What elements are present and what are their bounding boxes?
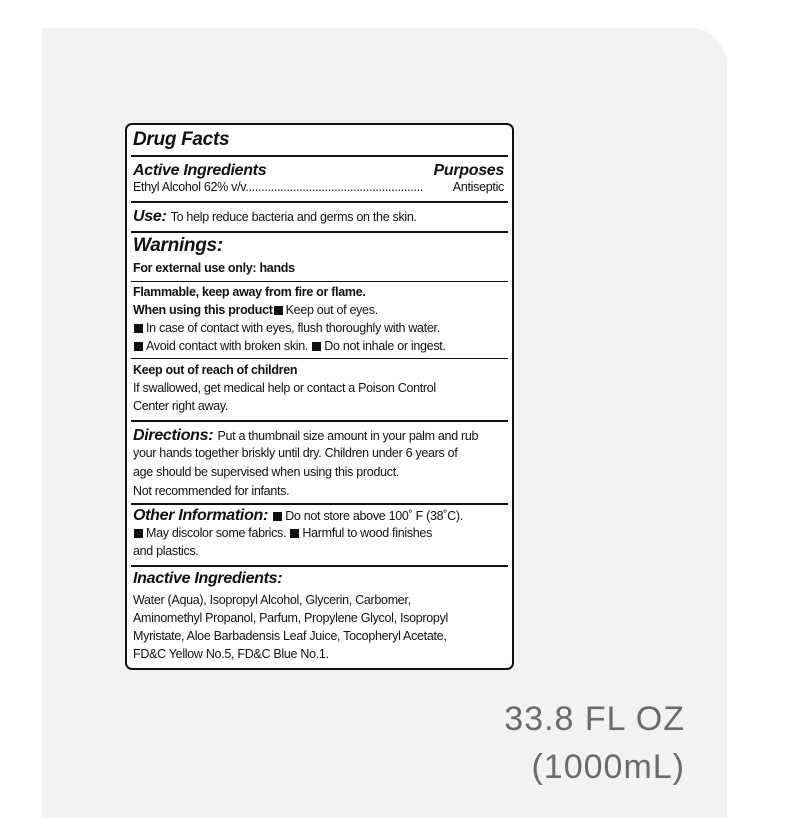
other-info-rule [131,565,508,567]
flammable-warning: Flammable, keep away from fire or flame. [133,285,366,299]
bullet-square-icon [134,324,143,333]
when-using-item-3: Avoid contact with broken skin. [146,339,309,353]
title-rule [131,155,508,157]
bullet-square-icon [134,342,143,351]
inactive-line-3: Myristate, Aloe Barbadensis Leaf Juice, Tocopheryl Acetate, [133,629,447,643]
directions-line-3: age should be supervised when using this product. [133,465,400,479]
when-using-item-4: Do not inhale or ingest. [324,339,446,353]
bullet-square-icon [274,306,283,315]
bullet-square-icon [312,342,321,351]
net-contents-fl-oz: 33.8 FL OZ [504,700,685,738]
directions-row [133,427,478,445]
directions-line-1: Put a thumbnail size amount in your palm and rub [217,429,479,443]
other-info-item-3: Harmful to wood finishes [302,526,433,540]
use-rule [131,231,508,233]
ingredient-name: Ethyl Alcohol 62% v/v [133,180,246,194]
external-use: For external use only: hands [133,261,295,275]
bullet-square-icon [134,529,143,538]
inactive-line-1: Water (Aqua), Isopropyl Alcohol, Glycerin, Carbomer, [133,593,411,607]
when-using-bold: When using this product [133,303,273,317]
bullet-square-icon [290,529,299,538]
keep-out-line-1: If swallowed, get medical help or contact a Poison Control [133,381,436,395]
inactive-line-2: Aminomethyl Propanol, Parfum, Propylene Glycol, Isopropyl [133,611,448,625]
directions-heading: Directions: [133,427,214,444]
warnings-rule-1 [131,281,508,282]
other-info-item-2: May discolor some fabrics. [146,526,287,540]
inactive-heading: Inactive Ingredients: [133,570,283,587]
ingredient-purpose: Antiseptic [452,180,504,194]
use-row [133,208,417,226]
active-ingredients-heading: Active Ingredients [133,162,267,179]
when-using-line-3 [133,339,446,353]
directions-line-4: Not recommended for infants. [133,484,290,498]
other-info-line-3: and plastics. [133,544,199,558]
when-using-line-2 [133,321,440,335]
keep-out-line-2: Center right away. [133,399,229,413]
when-using-item-2: In case of contact with eyes, flush thoroughly with water. [146,321,440,335]
use-heading: Use: [133,208,167,225]
warnings-heading: Warnings: [133,235,223,256]
purposes-heading: Purposes [433,162,504,179]
directions-rule [131,503,508,505]
bullet-square-icon [273,512,282,521]
ingredient-row [133,180,505,194]
other-info-line-2 [133,526,432,540]
directions-line-2: your hands together briskly until dry. Children under 6 years of [133,446,458,460]
warnings-rule-2 [131,358,508,359]
use-text: To help reduce bacteria and germs on the skin. [170,210,417,224]
ingredient-dots: ........................................................ [245,180,423,194]
other-info-item-1: Do not store above 100˚ F (38˚C). [285,509,463,523]
drug-facts-title: Drug Facts [133,129,230,150]
other-info-row [133,507,463,525]
when-using-line [133,303,378,317]
warnings-rule-3 [131,420,508,422]
drug-facts-panel [125,123,514,670]
net-contents-ml: (1000mL) [531,748,685,786]
inactive-line-4: FD&C Yellow No.5, FD&C Blue No.1. [133,647,329,661]
when-using-item-1: Keep out of eyes. [285,303,378,317]
other-info-heading: Other Information: [133,507,269,524]
active-rule [131,201,508,203]
keep-out-heading: Keep out of reach of children [133,363,298,377]
